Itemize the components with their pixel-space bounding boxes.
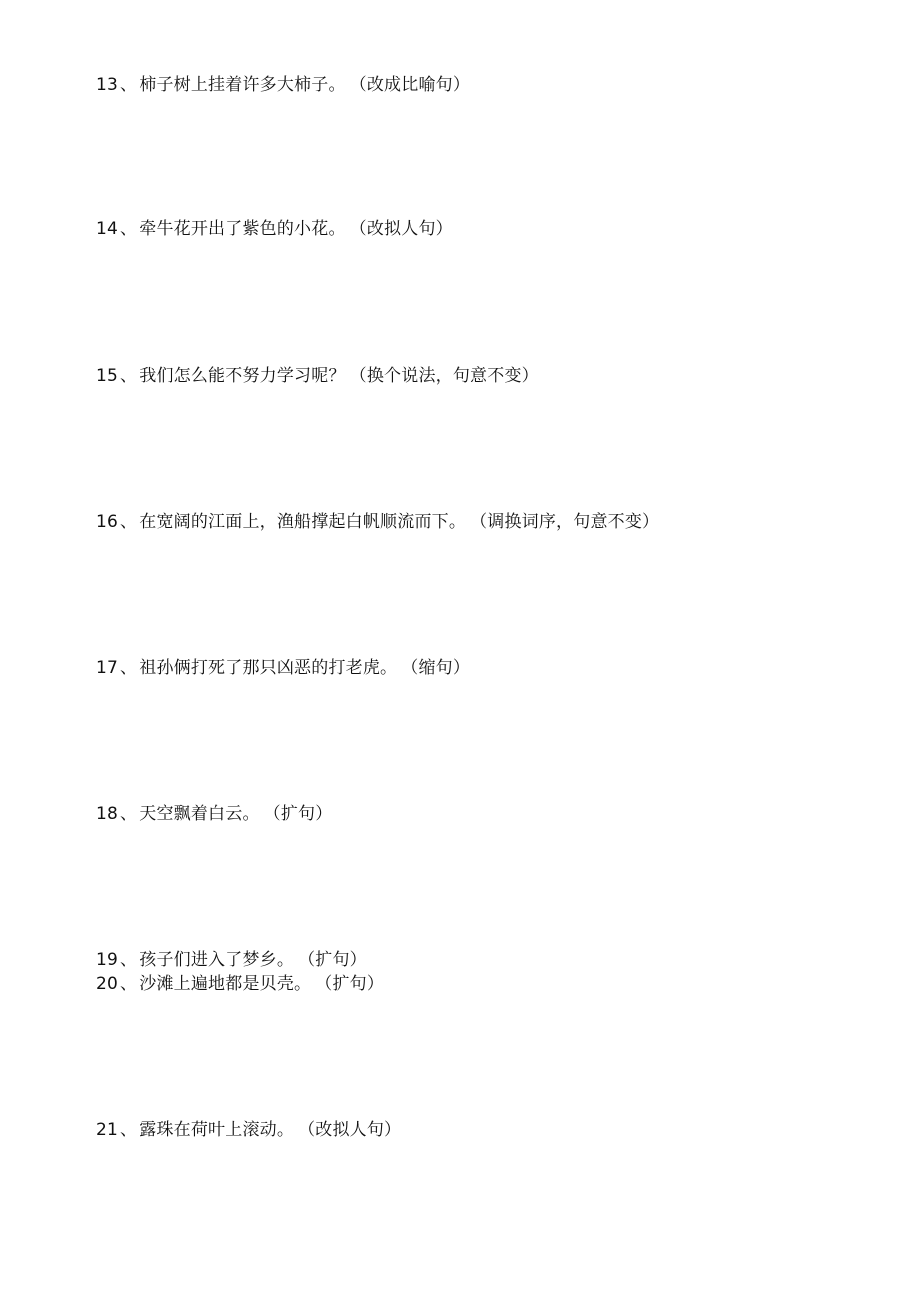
question-number: 14: [96, 219, 119, 239]
question-number: 19: [96, 950, 119, 970]
question-sentence: 沙滩上遍地都是贝壳。: [139, 974, 312, 994]
question-number: 15: [96, 366, 119, 386]
question-instruction: （缩句）: [401, 658, 471, 678]
question-sentence: 柿子树上挂着许多大柿子。: [139, 75, 346, 95]
question-sentence: 天空飘着白云。: [139, 804, 260, 824]
question-20: [96, 973, 384, 995]
question-number: 21: [96, 1120, 119, 1140]
question-separator: 、: [120, 950, 138, 970]
question-instruction: （改拟人句）: [298, 1120, 402, 1140]
question-14: [96, 218, 453, 240]
question-separator: 、: [120, 1120, 138, 1140]
question-separator: 、: [120, 512, 138, 532]
question-separator: 、: [120, 804, 138, 824]
question-16: [96, 511, 659, 533]
question-instruction: （调换词序，句意不变）: [470, 512, 660, 532]
question-instruction: （扩句）: [298, 950, 367, 970]
question-number: 13: [96, 75, 119, 95]
question-instruction: （换个说法，句意不变）: [349, 366, 539, 386]
question-18: [96, 803, 332, 825]
question-19: [96, 949, 367, 971]
question-15: [96, 365, 539, 387]
question-sentence: 我们怎么能不努力学习呢？: [139, 366, 346, 386]
question-instruction: （扩句）: [315, 974, 385, 994]
question-instruction: （改成比喻句）: [349, 75, 471, 95]
question-sentence: 在宽阔的江面上，渔船撑起白帆顺流而下。: [139, 512, 467, 532]
question-separator: 、: [120, 75, 138, 95]
question-21: [96, 1119, 401, 1141]
question-17: [96, 657, 470, 679]
question-sentence: 露珠在荷叶上滚动。: [139, 1120, 295, 1140]
question-13: [96, 74, 470, 96]
question-separator: 、: [120, 219, 138, 239]
question-number: 16: [96, 512, 119, 532]
question-number: 20: [96, 974, 119, 994]
question-sentence: 牵牛花开出了紫色的小花。: [139, 219, 346, 239]
question-sentence: 祖孙俩打死了那只凶恶的打老虎。: [139, 658, 398, 678]
question-number: 18: [96, 804, 119, 824]
question-separator: 、: [120, 658, 138, 678]
question-separator: 、: [120, 366, 138, 386]
question-number: 17: [96, 658, 119, 678]
question-instruction: （扩句）: [263, 804, 333, 824]
question-instruction: （改拟人句）: [349, 219, 453, 239]
question-separator: 、: [120, 974, 138, 994]
question-sentence: 孩子们进入了梦乡。: [139, 950, 295, 970]
